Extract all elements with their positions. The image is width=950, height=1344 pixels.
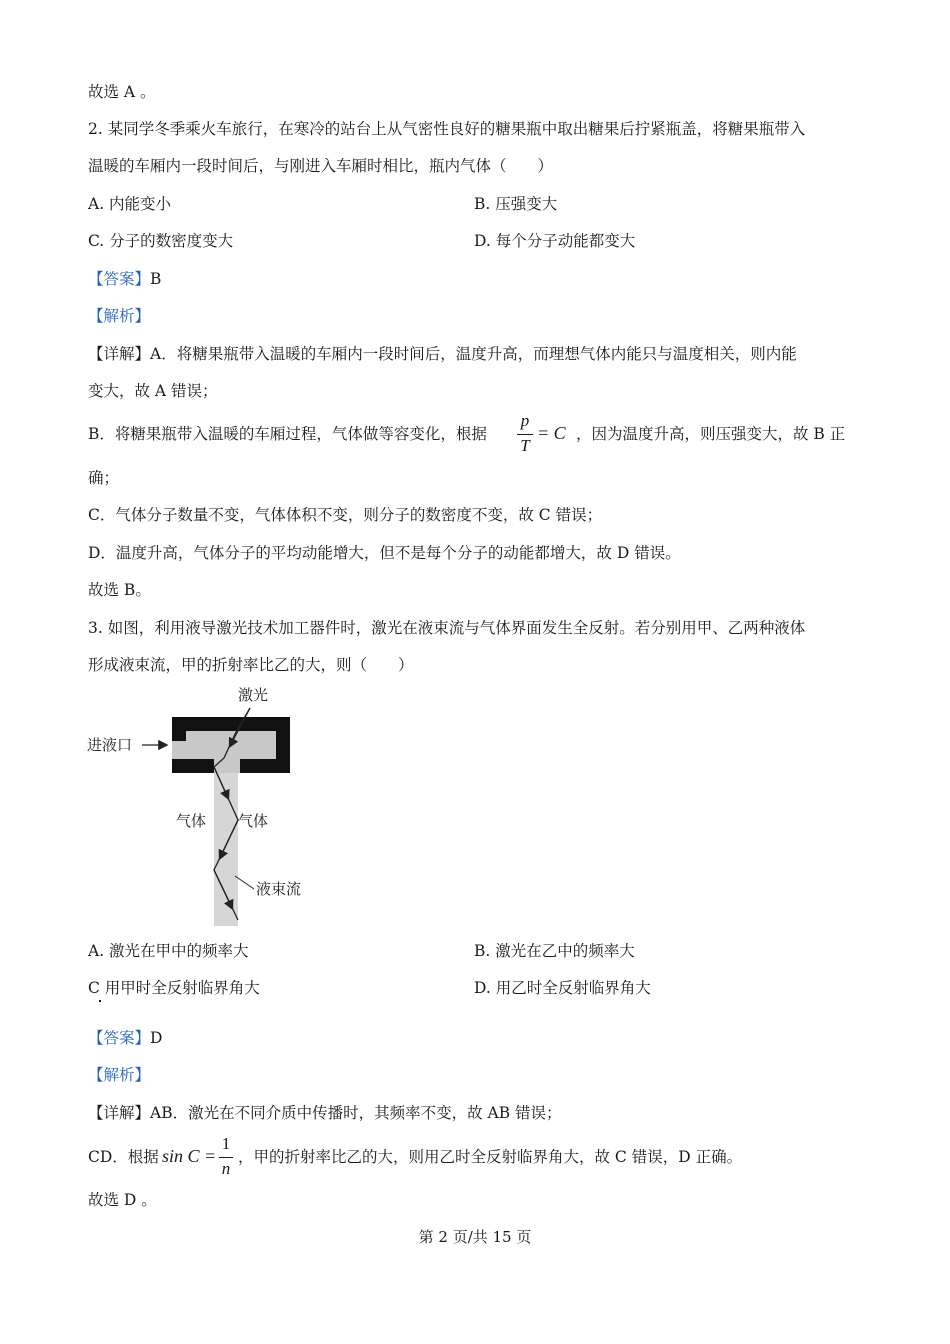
q1-conclusion: 故选 A 。 [88, 83, 156, 101]
q2-detail-a-line2: 变大，故 A 错误； [88, 382, 218, 400]
q3-detail-cd-post: ，甲的折射率比乙的大，则用乙时全反射临界角大，故 C 错误，D 正确。 [238, 1148, 743, 1166]
q2-option-a: A. 内能变小 [88, 195, 172, 213]
q2-detail-c: C．气体分子数量不变，气体体积不变，则分子的数密度不变，故 C 错误； [88, 506, 603, 524]
q2-fraction-denominator: T [520, 436, 530, 455]
label-gas-left: 气体 [176, 812, 207, 830]
q2-fraction-bar [517, 434, 533, 435]
q3-conclusion: 故选 D 。 [88, 1191, 157, 1209]
label-gas-right: 气体 [238, 812, 269, 830]
q2-detail-b-pre: B．将糖果瓶带入温暖的车厢过程，气体做等容变化，根据 [88, 425, 487, 443]
q3-option-b: B. 激光在乙中的频率大 [474, 942, 635, 960]
q2-stem-line2: 温暖的车厢内一段时间后，与刚进入车厢时相比，瓶内气体（ ） [88, 157, 554, 175]
q3-stem-line1: 3. 如图，利用液导激光技术加工器件时，激光在液束流与气体界面发生全反射。若分别用甲、乙两种液体 [88, 619, 806, 637]
stray-dot [99, 1000, 101, 1002]
q2-option-c: C. 分子的数密度变大 [88, 232, 234, 250]
q2-equals-c: = C [537, 423, 566, 443]
q2-detail-d: D．温度升高，气体分子的平均动能增大，但不是每个分子的动能都增大，故 D 错误。 [88, 544, 681, 562]
q2-detail-b-line2: 确； [88, 469, 120, 487]
detail-tag: 【详解】 [88, 345, 151, 363]
detail-text: A．将糖果瓶带入温暖的车厢内一段时间后，温度升高，而理想气体内能只与温度相关，则内能 [150, 345, 797, 363]
answer-tag: 【答案】 [88, 270, 151, 288]
label-stream: 液束流 [256, 880, 302, 898]
liquid-laser-figure [80, 680, 340, 930]
page-footer: 第 2 页/共 15 页 [418, 1228, 532, 1246]
q2-option-d: D. 每个分子动能都变大 [474, 232, 636, 250]
q3-answer [88, 1028, 162, 1048]
q3-analysis-tag: 【解析】 [88, 1066, 151, 1084]
q3-detail-ab [88, 1103, 562, 1123]
q3-detail-cd-pre: CD．根据 [88, 1148, 159, 1166]
neck-liquid [214, 759, 240, 773]
nozzle-wall-bottom-left [172, 759, 214, 773]
q3-option-d: D. 用乙时全反射临界角大 [474, 979, 651, 997]
detail-text: AB．激光在不同介质中传播时，其频率不变，故 AB 错误； [150, 1104, 562, 1122]
q3-stem-line2: 形成液束流，甲的折射率比乙的大，则（ ） [88, 656, 414, 674]
q2-conclusion: 故选 B。 [88, 581, 151, 599]
q3-fraction-bar [219, 1157, 233, 1158]
q2-detail-a-line1 [88, 344, 797, 364]
q2-analysis-tag: 【解析】 [88, 307, 151, 325]
q3-option-c: C 用甲时全反射临界角大 [88, 979, 260, 997]
answer-value: D [150, 1029, 163, 1047]
q2-detail-b-post: ，因为温度升高，则压强变大，故 B 正 [576, 425, 846, 443]
q3-fraction-numerator: 1 [221, 1134, 231, 1153]
inlet-liquid [172, 741, 186, 759]
q2-answer [88, 269, 161, 289]
q3-sin-c: sin C = [162, 1146, 217, 1166]
answer-tag: 【答案】 [88, 1029, 151, 1047]
q3-option-a: A. 激光在甲中的频率大 [88, 942, 249, 960]
liquid-stream [214, 773, 238, 926]
q2-fraction-numerator: p [520, 411, 530, 430]
label-laser: 激光 [238, 686, 269, 704]
q2-stem-line1: 2. 某同学冬季乘火车旅行，在寒冷的站台上从气密性良好的糖果瓶中取出糖果后拧紧瓶盖，将糖果瓶带入 [88, 120, 806, 138]
answer-value: B [150, 270, 162, 288]
q2-option-b: B. 压强变大 [474, 195, 558, 213]
detail-tag: 【详解】 [88, 1104, 151, 1122]
label-inlet: 进液口 [87, 736, 133, 754]
q3-fraction-denominator: n [221, 1159, 231, 1178]
